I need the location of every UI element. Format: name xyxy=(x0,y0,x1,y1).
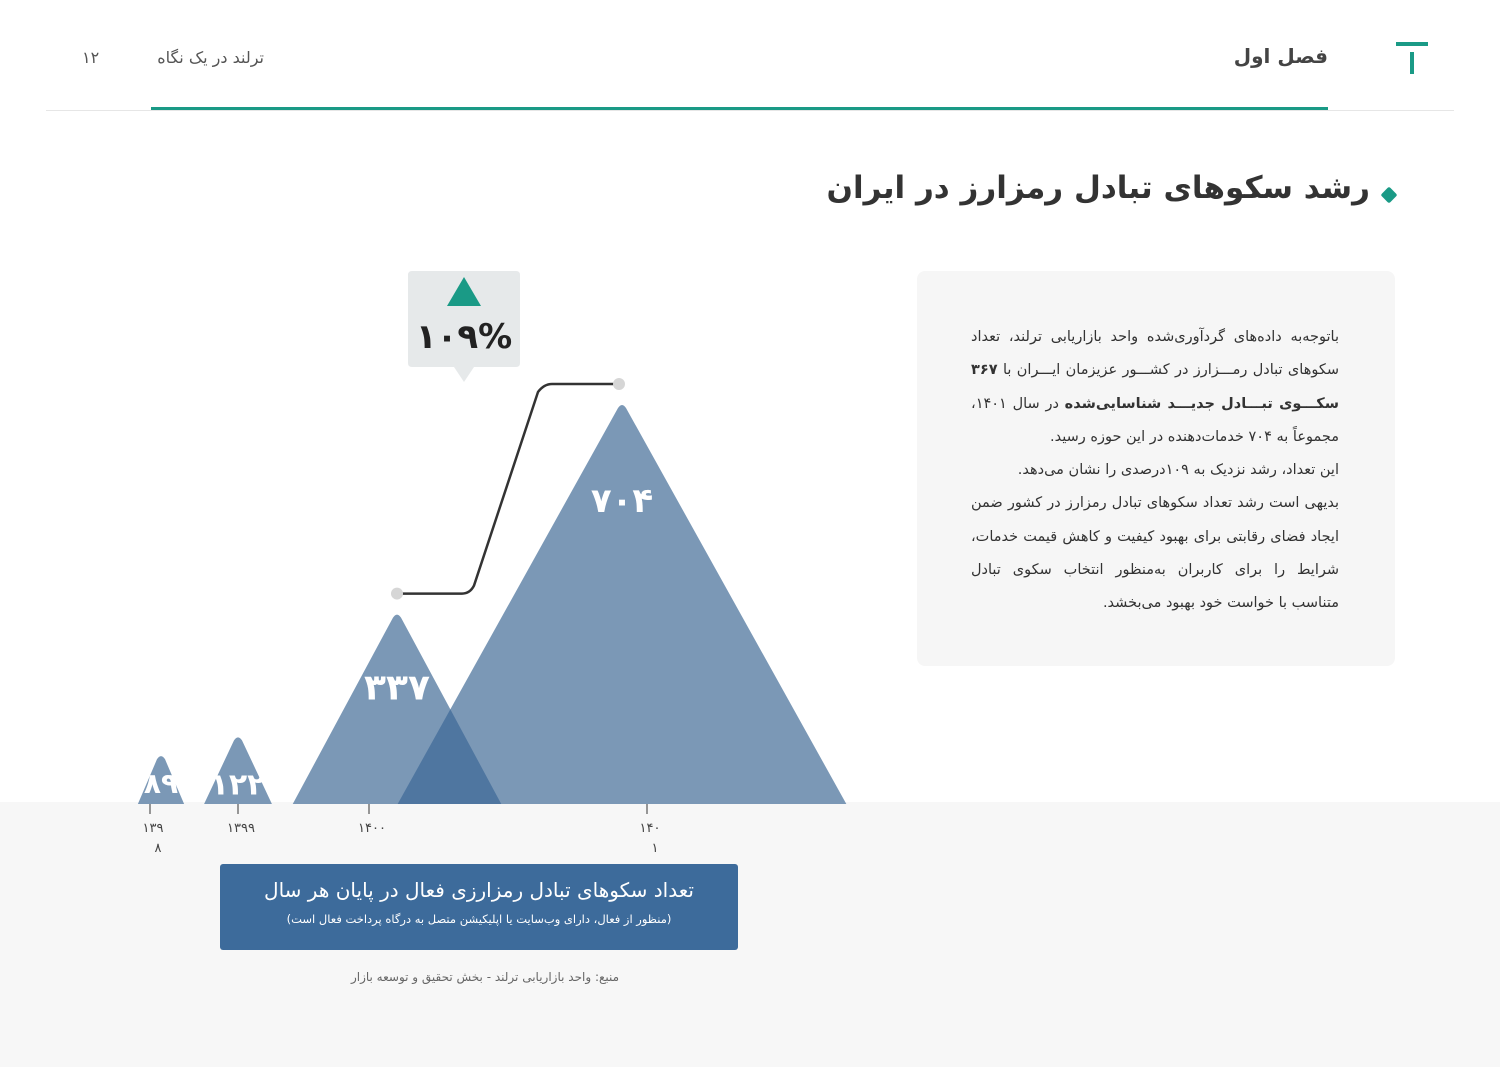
axis-tick-label-۱۴۰۰-0: ۱۴۰۰ xyxy=(358,821,386,836)
growth-callout-value: ۱۰۹% xyxy=(415,317,513,357)
value-label-۱۳۹۹: ۱۲۲ xyxy=(210,767,266,803)
axis-tick-label-۱۳۹۸-1: ۸ xyxy=(154,841,162,856)
chart-caption-box xyxy=(220,864,738,950)
mountain-chart xyxy=(0,0,900,870)
axis-tick-label-۱۴۰۱-1: ۱ xyxy=(651,841,659,856)
value-label-۱۴۰۱: ۷۰۴ xyxy=(590,481,654,521)
value-label-۱۴۰۰: ۳۳۷ xyxy=(364,667,430,709)
para-bold-highlight: ۳۶۷ سکـــوی تبـــادل جدیـــد شناسایی‌شده xyxy=(971,362,1340,412)
para-line-2: این تعداد، رشد نزدیک به ۱۰۹درصدی را نشان می‌دهد. xyxy=(1017,462,1339,479)
para-line-3: بدیهی است رشد تعداد سکوهای تبادل رمزارز در کشور ضمن ایجاد فضای رقابتی برای بهبود کیفیت و کاهش قیمت خدمات، شرایط را برای کاربران به‌منظور انتخاب سکوی تبادل متناسب با خواست خود بهبود می‌بخشد. xyxy=(971,495,1339,612)
page-number: ۱۲ xyxy=(82,48,100,67)
para-line-1b: در سال ۱۴۰۱، مجموعاً به ۷۰۴ خدمات‌دهنده در این حوزه رسید. xyxy=(971,395,1339,445)
axis-tick-label-۱۴۰۱-0: ۱۴۰ xyxy=(639,821,661,836)
description-card xyxy=(917,271,1395,666)
brand-logo-icon xyxy=(1396,42,1428,74)
axis-tick-label-۱۳۹۹-0: ۱۳۹۹ xyxy=(227,821,255,836)
section-heading: رشد سکوهای تبادل رمزارز در ایران xyxy=(826,170,1370,206)
source-note: منبع: واحد بازاریابی ترلند - بخش تحقیق و توسعه بازار xyxy=(350,970,620,984)
para-line-1a: باتوجه‌به داده‌های گردآوری‌شده واحد بازاریابی ترلند، تعداد سکوهای تبادل رمـــزارز در کشـــور عزیزمان ایـــران با xyxy=(971,329,1339,379)
description-paragraph xyxy=(971,321,1339,621)
chart-title: تعداد سکوهای تبادل رمزارزی فعال در پایان هر سال xyxy=(264,878,694,902)
chart-subtitle: (منظور از فعال، دارای وب‌سایت یا اپلیکیشن متصل به درگاه پرداخت فعال است) xyxy=(286,912,672,926)
heading-bullet-icon xyxy=(1381,187,1398,204)
axis-tick-label-۱۳۹۸-0: ۱۳۹ xyxy=(142,821,164,836)
growth-line-start-dot xyxy=(391,588,403,600)
document-title: ترلند در یک نگاه xyxy=(157,48,264,67)
value-label-۱۳۹۸: ۸۹ xyxy=(143,767,179,801)
growth-line-end-dot xyxy=(613,378,625,390)
chapter-label: فصل اول xyxy=(1233,44,1328,68)
